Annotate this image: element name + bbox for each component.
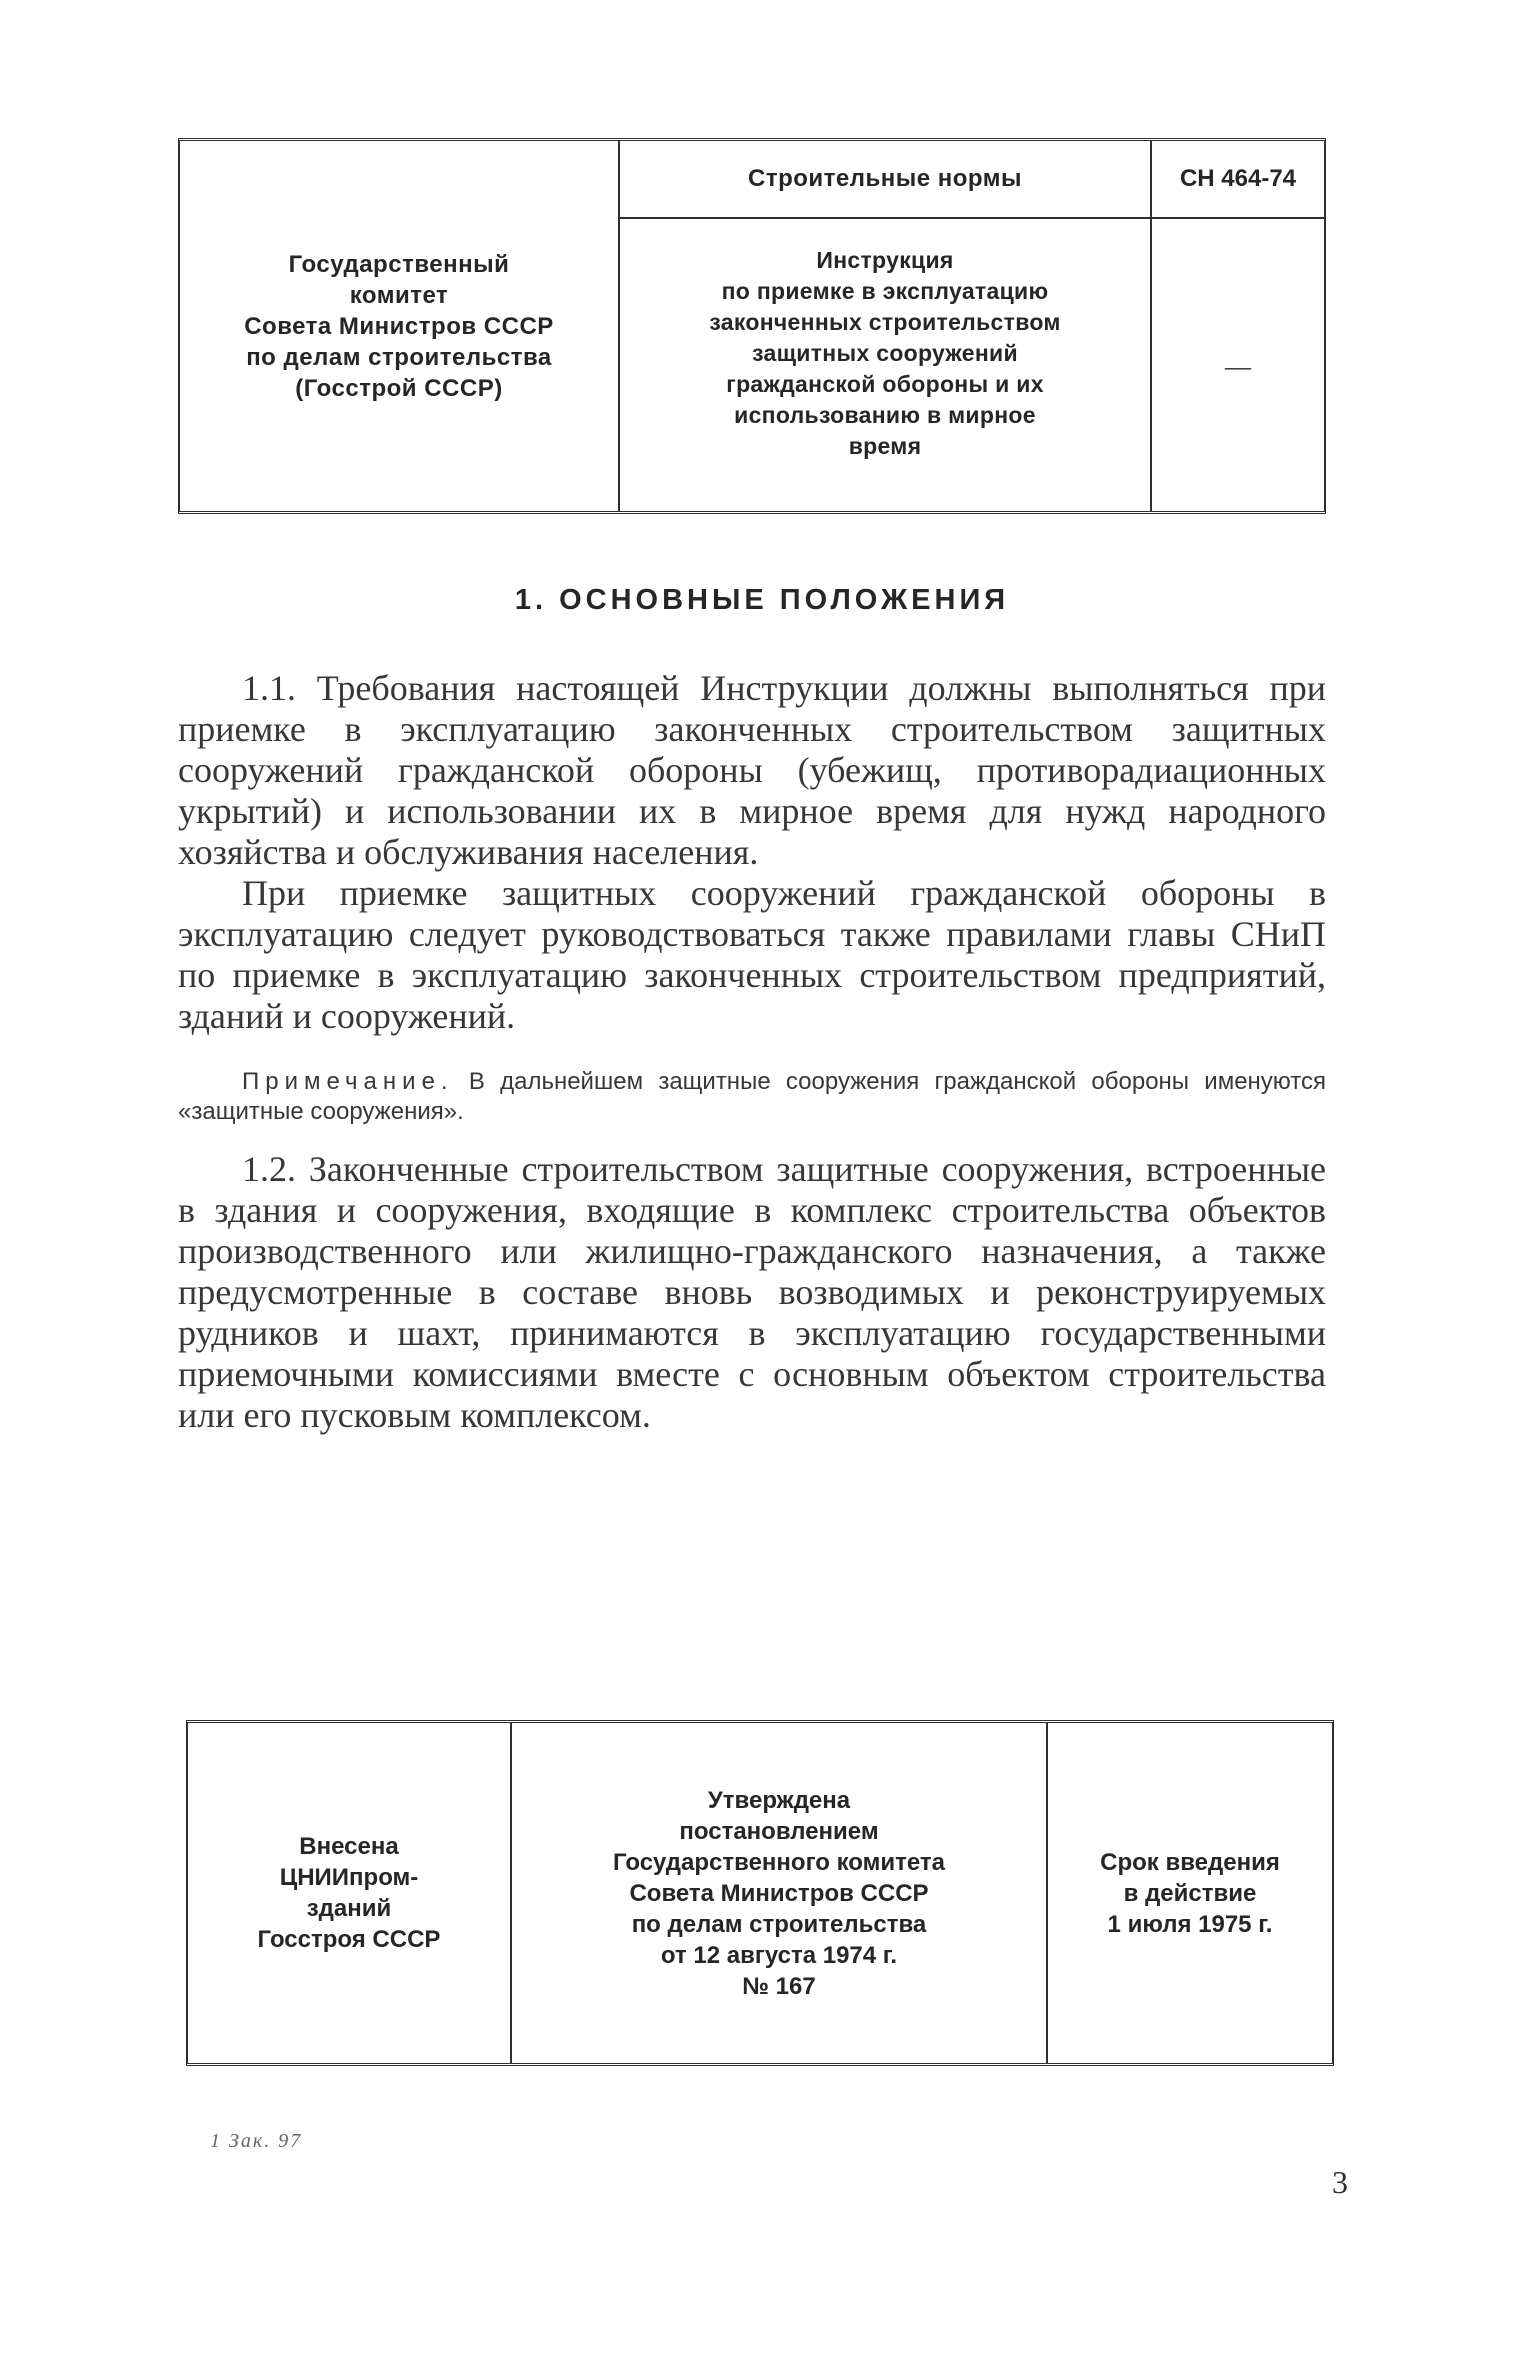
approved-line: Государственного комитета	[612, 1848, 946, 1876]
issuer-line: по делам строительства	[246, 343, 552, 371]
approval-table	[186, 1720, 1334, 2066]
issuer-cell	[180, 141, 620, 511]
effective-line: Срок введения	[1100, 1848, 1280, 1876]
approved-line: Совета Министров СССР	[629, 1879, 929, 1907]
approved-line: № 167	[742, 1972, 816, 2000]
paragraph-1-1: 1.1. Требования настоящей Инструкции должны выполняться при приемке в эксплуатацию законченных строительством защитных сооружений гражданской обороны (убежищ, противорадиационных укрытий) и использовании их в мирное время для нужд народного хозяйства и обслуживания населения.	[178, 668, 1326, 872]
note-text: В дальнейшем защитные сооружения гражданской обороны именуются «защитные сооружения».	[178, 1068, 1326, 1125]
title-line: законченных строительством	[709, 309, 1061, 335]
introduced-cell	[188, 1723, 512, 2063]
approved-line: от 12 августа 1974 г.	[660, 1941, 898, 1969]
note	[178, 1067, 1326, 1127]
introduced-line: зданий	[306, 1895, 392, 1922]
norms-label: Строительные нормы	[620, 141, 1150, 219]
issuer-line: комитет	[349, 281, 449, 309]
title-line: использованию в мирное	[734, 402, 1036, 428]
title-cell	[620, 141, 1152, 511]
introduced-line: ЦНИИпром-	[279, 1864, 419, 1891]
issuer-line: Совета Министров СССР	[244, 312, 554, 340]
section-title: 1. ОСНОВНЫЕ ПОЛОЖЕНИЯ	[514, 584, 1010, 616]
effective-line: в действие	[1123, 1879, 1257, 1907]
effective-line: 1 июля 1975 г.	[1107, 1910, 1273, 1938]
introduced-line: Госстроя СССР	[257, 1926, 441, 1953]
title-line: время	[848, 433, 922, 459]
approved-cell	[512, 1723, 1048, 2063]
document-title	[620, 219, 1150, 462]
code-cell	[1152, 141, 1324, 511]
document-code: СН 464-74	[1152, 141, 1324, 219]
issuer-text	[244, 249, 554, 404]
header-table	[178, 138, 1326, 514]
body-text	[178, 668, 1326, 1436]
title-line: Инструкция	[816, 247, 954, 273]
approved-line: по делам строительства	[631, 1910, 927, 1938]
issuer-line: (Госстрой СССР)	[295, 374, 503, 402]
page-number: 3	[1332, 2164, 1348, 2200]
approved-line: постановлением	[679, 1817, 879, 1845]
paragraph-1-2: 1.2. Законченные строительством защитные сооружения, встроенные в здания и сооружения, входящие в комплекс строительства объектов производственного или жилищно-гражданского назначения, а также предусмотренные в составе вновь возводимых и реконструируемых рудников и шахт, принимаются в эксплуатацию государственными приемочными комиссиями вместе с основным объектом строительства или его пусковым комплексом.	[178, 1149, 1326, 1435]
introduced-line: Внесена	[299, 1833, 399, 1860]
title-line: по приемке в эксплуатацию	[721, 278, 1049, 304]
title-line: защитных сооружений	[752, 340, 1018, 366]
replaces-dash: —	[1225, 352, 1251, 381]
effective-date-cell	[1048, 1723, 1332, 2063]
paragraph-1-1-continued: При приемке защитных сооружений гражданской обороны в эксплуатацию следует руководствоваться также правилами главы СНиП по приемке в эксплуатацию законченных строительством предприятий, зданий и сооружений.	[178, 873, 1326, 1036]
note-label: Примечание.	[242, 1068, 454, 1095]
approved-line: Утверждена	[707, 1786, 851, 1814]
print-order-mark: 1 Зак. 97	[210, 2130, 303, 2152]
issuer-line: Государственный	[288, 250, 510, 278]
title-line: гражданской обороны и их	[726, 371, 1044, 397]
